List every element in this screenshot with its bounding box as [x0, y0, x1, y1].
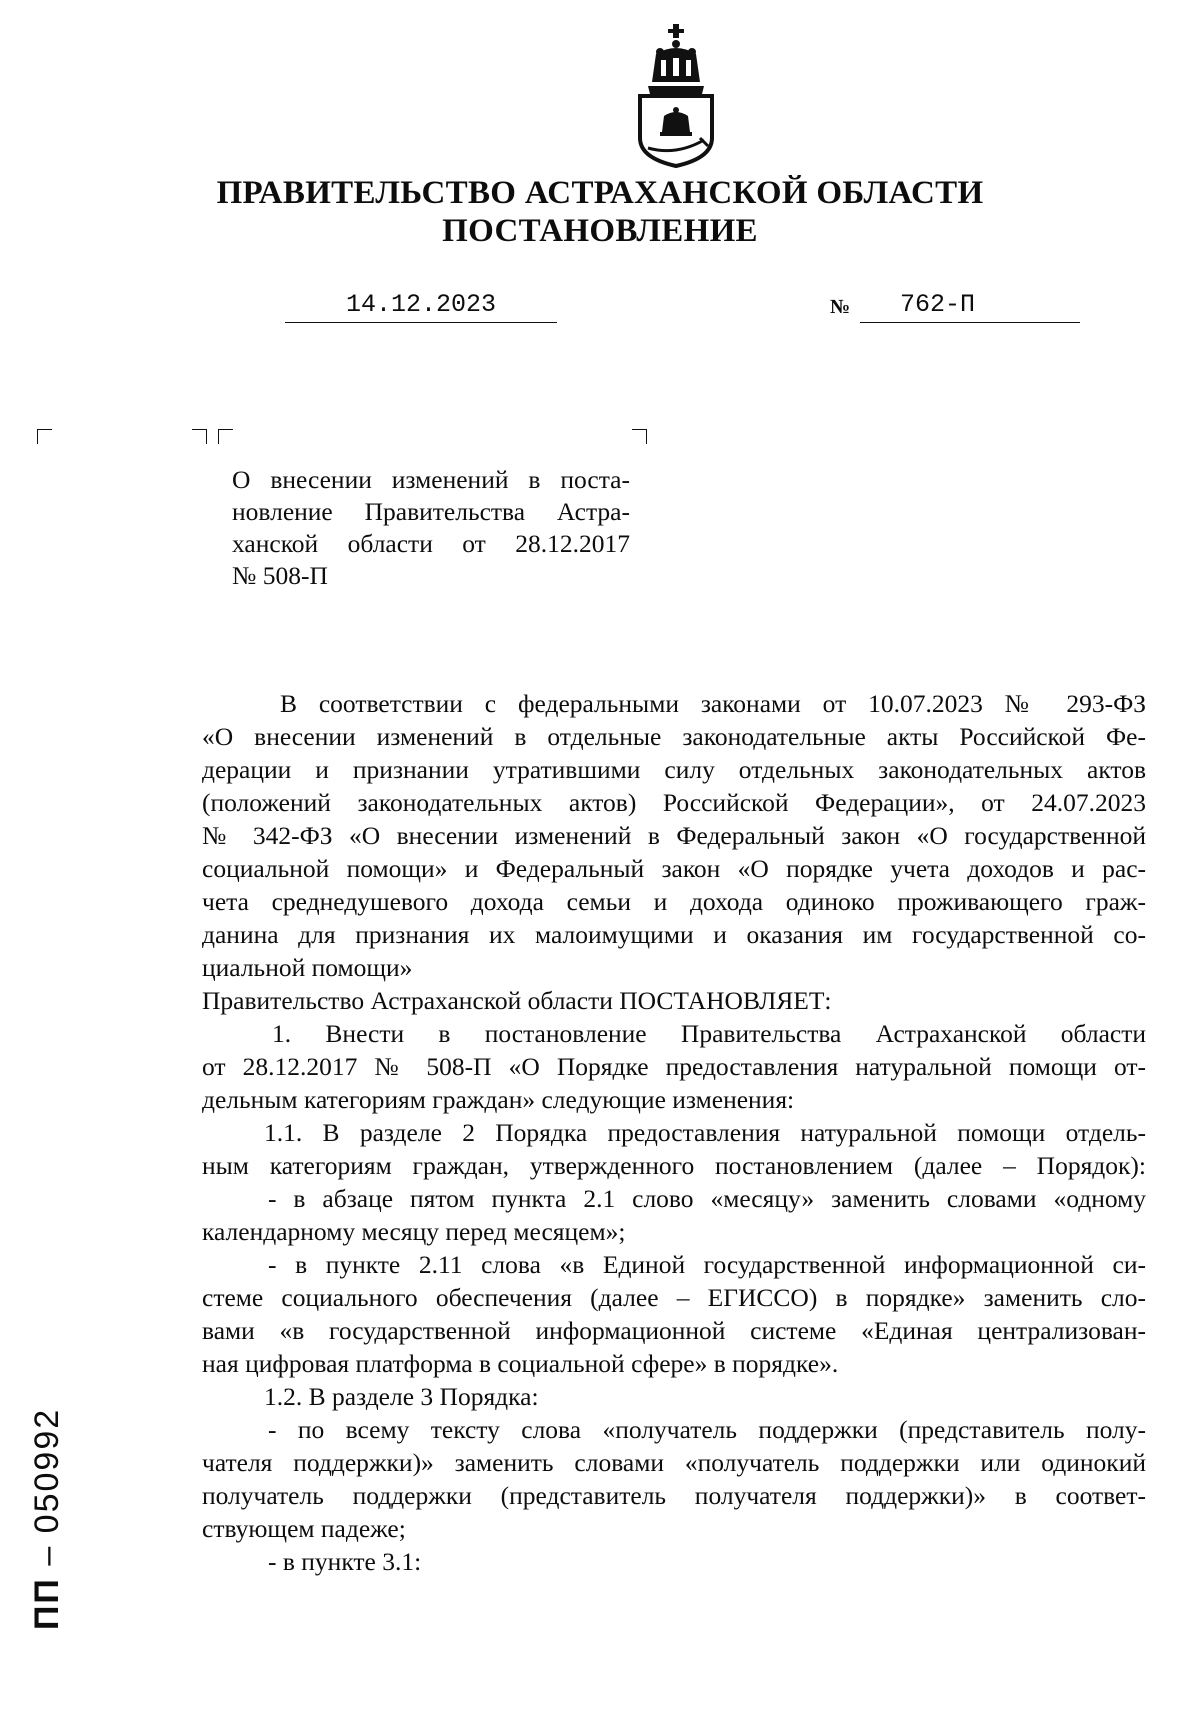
body-line: (положений законодательных актов) Российской Федерации», от 24.07.2023 [202, 788, 1146, 817]
body-line: от 28.12.2017 № 508-П «О Порядке предоставления натуральной помощи от- [202, 1052, 1146, 1081]
serial-number: – 050992 [28, 1407, 66, 1566]
serial-prefix: ПП [28, 1577, 66, 1630]
body-line: «О внесении изменений в отдельные законодательные акты Российской Фе- [202, 722, 1146, 751]
body-line: дельным категориям граждан» следующие изменения: [202, 1085, 795, 1114]
body-line: - по всему тексту слова «получатель поддержки (представитель полу- [268, 1415, 1146, 1444]
body-line: социальной помощи» и Федеральный закон «О порядке учета доходов и рас- [202, 854, 1146, 883]
body-line: получатель поддержки (представитель получателя поддержки)» в соответ- [202, 1481, 1146, 1510]
body-line: В соответствии с федеральными законами от 10.07.2023 № 293-ФЗ [280, 689, 1146, 718]
body-line: Правительство Астраханской области ПОСТАНОВЛЯЕТ: [202, 986, 832, 1015]
body-line: 1.1. В разделе 2 Порядка предоставления натуральной помощи отдель- [264, 1118, 1146, 1147]
number-underline [860, 322, 1080, 323]
body-line: - в пункте 3.1: [268, 1547, 422, 1576]
body-line: чета среднедушевого дохода семьи и дохода одиноко проживающего граж- [202, 887, 1146, 916]
subject-block [232, 464, 630, 592]
body-line: ствующем падеже; [202, 1514, 406, 1543]
number-sign: № [830, 296, 851, 318]
subject-line: новление Правительства Астра- [232, 497, 630, 526]
body-line: 1.2. В разделе 3 Порядка: [264, 1382, 539, 1411]
form-serial-number [28, 1408, 67, 1630]
corner-mark-right [632, 429, 647, 444]
body-line: стеме социального обеспечения (далее – ЕГИССО) в порядке» заменить сло- [202, 1283, 1146, 1312]
date-underline [285, 322, 557, 323]
body-text [202, 687, 1146, 1578]
body-line: чателя поддержки)» заменить словами «получатель поддержки или одинокий [202, 1448, 1146, 1477]
body-line: ная цифровая платформа в социальной сфере» в порядке». [202, 1349, 839, 1378]
coat-of-arms-icon [630, 20, 722, 168]
document-number: 762-П [900, 290, 976, 319]
body-line: - в пункте 2.11 слова «в Единой государственной информационной си- [268, 1250, 1146, 1279]
body-line: вами «в государственной информационной системе «Единая централизован- [202, 1316, 1146, 1345]
subject-line: № 508-П [232, 561, 328, 590]
body-line: календарному месяцу перед месяцем»; [202, 1217, 626, 1246]
body-line: 1. Внести в постановление Правительства Астраханской области [272, 1019, 1146, 1048]
body-line: № 342-ФЗ «О внесении изменений в Федеральный закон «О государственной [202, 821, 1146, 850]
document-kind: ПОСТАНОВЛЕНИЕ [442, 213, 758, 249]
body-line: дерации и признании утратившими силу отдельных законодательных актов [202, 755, 1146, 784]
subject-line: ханской области от 28.12.2017 [232, 529, 630, 558]
body-line: - в абзаце пятом пункта 2.1 слово «месяцу» заменить словами «одному [268, 1184, 1146, 1213]
corner-mark-mid-right [218, 429, 233, 444]
body-line: данина для признания их малоимущими и оказания им государственной со- [202, 920, 1146, 949]
subject-line: О внесении изменений в поста- [232, 465, 630, 494]
document-date: 14.12.2023 [345, 290, 497, 319]
corner-mark-left [37, 429, 52, 444]
organization-title: ПРАВИТЕЛЬСТВО АСТРАХАНСКОЙ ОБЛАСТИ [216, 175, 984, 211]
corner-mark-mid-left [192, 429, 207, 444]
body-line: циальной помощи» [202, 953, 413, 982]
body-line: ным категориям граждан, утвержденного постановлением (далее – Порядок): [202, 1151, 1146, 1180]
